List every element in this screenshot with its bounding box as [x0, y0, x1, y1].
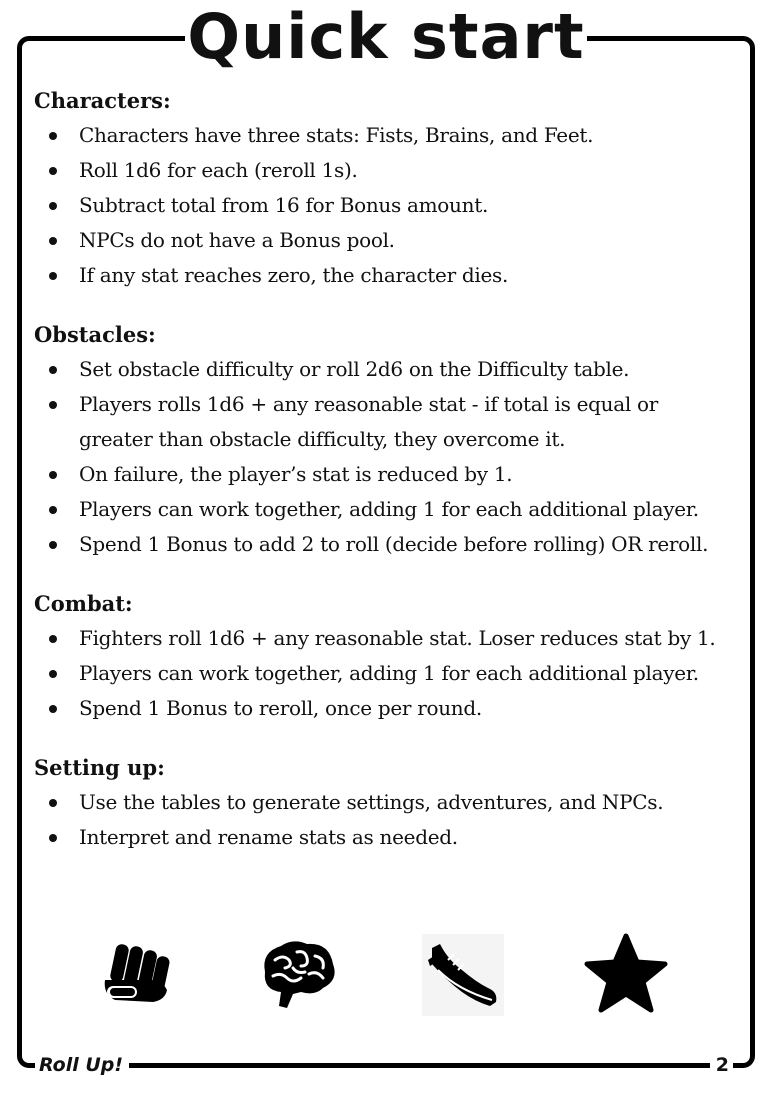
page-footer	[17, 1044, 755, 1084]
list-item: NPCs do not have a Bonus pool.	[34, 223, 734, 258]
page-title: Quick start	[185, 2, 587, 72]
section-characters	[34, 86, 734, 293]
section-heading: Combat:	[34, 591, 133, 616]
section-heading: Setting up:	[34, 755, 165, 780]
list-item: Roll 1d6 for each (reroll 1s).	[34, 153, 734, 188]
list-item: On failure, the player’s stat is reduced by 1.	[34, 457, 734, 492]
rules-content	[34, 86, 734, 882]
list-item: Subtract total from 16 for Bonus amount.	[34, 188, 734, 223]
brain-icon	[253, 930, 343, 1020]
bullet-list	[34, 621, 734, 726]
section-combat	[34, 589, 734, 726]
fist-icon	[95, 930, 185, 1020]
bullet-list	[34, 785, 734, 855]
section-heading: Characters:	[34, 88, 171, 113]
stat-icons-row	[0, 930, 775, 1020]
list-item: Players rolls 1d6 + any reasonable stat - if total is equal or greater than obstacle difficulty, they overcome it.	[34, 387, 734, 457]
list-item: Players can work together, adding 1 for each additional player.	[34, 492, 734, 527]
section-obstacles	[34, 320, 734, 562]
list-item: Players can work together, adding 1 for each additional player.	[34, 656, 734, 691]
list-item: Use the tables to generate settings, adventures, and NPCs.	[34, 785, 734, 820]
list-item: Set obstacle difficulty or roll 2d6 on the Difficulty table.	[34, 352, 734, 387]
section-heading: Obstacles:	[34, 322, 156, 347]
list-item: Fighters roll 1d6 + any reasonable stat. Loser reduces stat by 1.	[34, 621, 734, 656]
page-number: 2	[710, 1052, 733, 1078]
list-item: Characters have three stats: Fists, Brains, and Feet.	[34, 118, 734, 153]
star-icon	[581, 930, 671, 1020]
bullet-list	[34, 118, 734, 293]
bullet-list	[34, 352, 734, 562]
list-item: Interpret and rename stats as needed.	[34, 820, 734, 855]
list-item: Spend 1 Bonus to reroll, once per round.	[34, 691, 734, 726]
shoe-icon	[418, 930, 508, 1020]
list-item: If any stat reaches zero, the character dies.	[34, 258, 734, 293]
section-setting-up	[34, 753, 734, 855]
list-item: Spend 1 Bonus to add 2 to roll (decide before rolling) OR reroll.	[34, 527, 734, 562]
footer-label: Roll Up!	[35, 1052, 129, 1078]
